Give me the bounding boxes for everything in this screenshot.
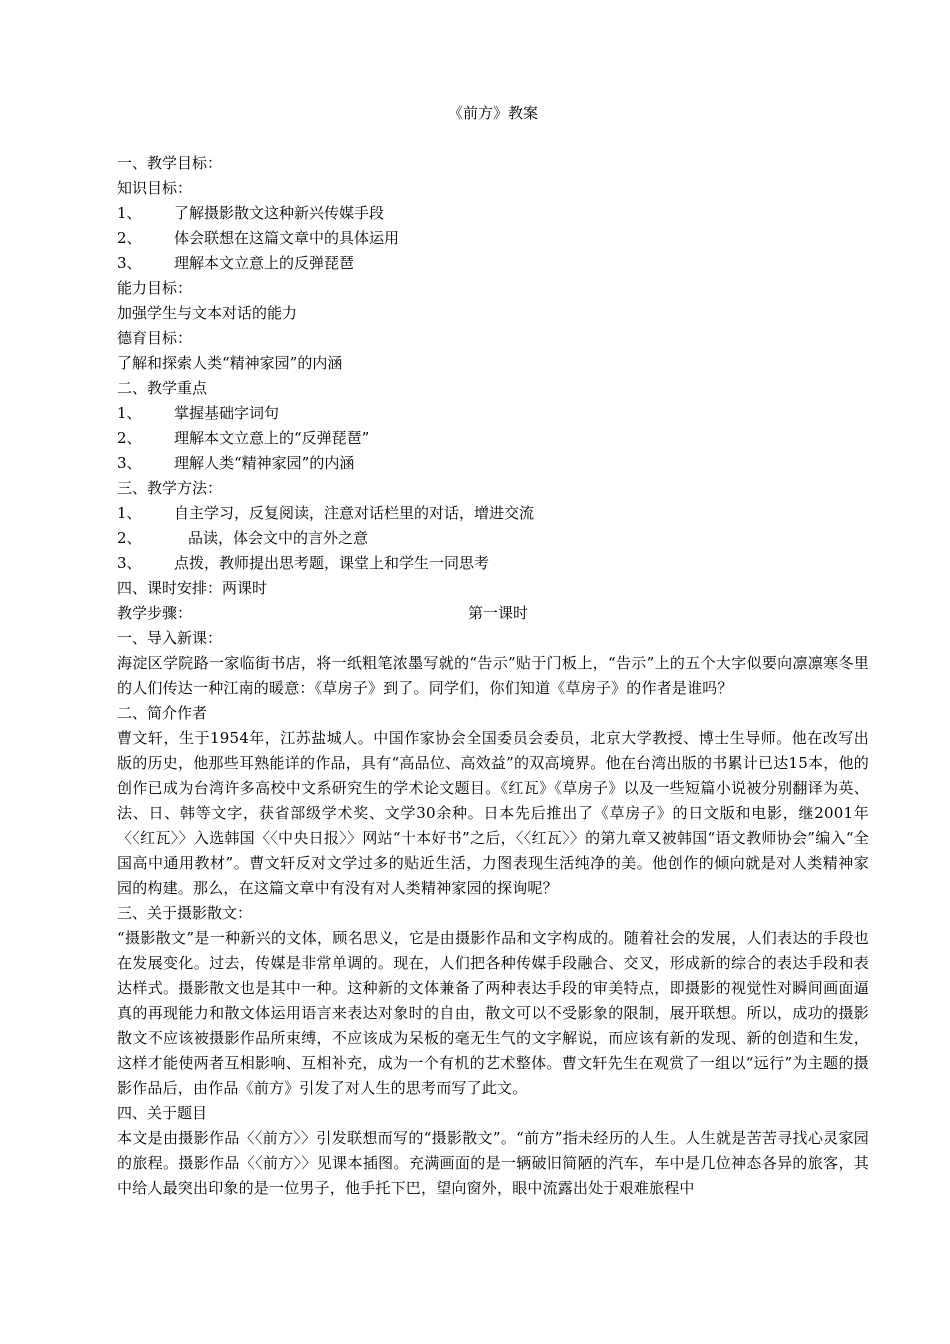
section-heading-methods: 三、教学方法： [117, 479, 223, 497]
list-item: 2、 体会联想在这篇文章中的具体运用 [117, 229, 400, 247]
topic-paragraph: 本文是由摄影作品〈〈前方〉〉引发联想而写的“摄影散文”。“前方”指未经历的人生。人生就是苦苦寻找心灵家园的旅程。摄影作品〈〈前方〉〉见课本插图。充满画面的是一辆破旧简陋的汽车，车中是几位神态各异的旅客，其中给人最突出印象的是一位男子，他手托下巴，望向窗外，眼中流露出处于艰难旅程中 [117, 1129, 869, 1197]
topic-heading: 四、关于题目 [117, 1104, 208, 1122]
knowledge-objectives-heading: 知识目标： [117, 179, 193, 197]
moral-objectives-heading: 德育目标： [117, 329, 193, 347]
teaching-steps-row [117, 601, 869, 626]
document-body [117, 101, 869, 1201]
author-heading: 二、简介作者 [117, 704, 208, 722]
intro-paragraph: 海淀区学院路一家临街书店，将一纸粗笔浓墨写就的“告示”贴于门板上，“告示”上的五个大字似要向凛凛寒冬里的人们传达一种江南的暖意：《草房子》到了。同学们，你们知道《草房子》的作者是谁吗？ [117, 654, 869, 697]
lesson-title: 第一课时 [468, 604, 529, 622]
section-heading-objectives: 一、教学目标： [117, 154, 223, 172]
list-item: 1、 掌握基础字词句 [117, 404, 280, 422]
moral-objectives-text: 了解和探索人类“精神家园”的内涵 [117, 354, 343, 372]
document-title: 《前方》教案 [447, 104, 538, 122]
list-item: 2、 理解本文立意上的“反弹琵琶” [117, 429, 370, 447]
list-item: 3、 理解本文立意上的反弹琵琶 [117, 254, 355, 272]
photo-essay-heading: 三、关于摄影散文： [117, 904, 253, 922]
ability-objectives-heading: 能力目标： [117, 279, 193, 297]
list-item: 1、 自主学习，反复阅读，注意对话栏里的对话，增进交流 [117, 504, 535, 522]
section-heading-schedule: 四、课时安排：两课时 [117, 579, 268, 597]
teaching-steps-label: 教学步骤： [117, 604, 193, 622]
photo-essay-paragraph: “摄影散文”是一种新兴的文体，顾名思义，它是由摄影作品和文字构成的。随着社会的发展，人们表达的手段也在发展变化。过去，传媒是非常单调的。现在，人们把各种传媒手段融合、交叉，形成新的综合的表达手段和表达样式。摄影散文也是其中一种。这种新的文体兼备了两种表达手段的审美特点，即摄影的视觉性对瞬间画面逼真的再现能力和散文体运用语言来表达对象时的自由，散文可以不受影象的限制，展开联想。所以，成功的摄影散文不应该被摄影作品所束缚，不应该成为呆板的毫无生气的文字解说，而应该有新的发现、新的创造和生发，这样才能使两者互相影响、互相补充，成为一个有机的艺术整体。曹文轩先生在观赏了一组以“远行”为主题的摄影作品后，由作品《前方》引发了对人生的思考而写了此文。 [117, 929, 869, 1097]
list-item: 1、 了解摄影散文这种新兴传媒手段 [117, 204, 385, 222]
author-paragraph: 曹文轩，生于1954年，江苏盐城人。中国作家协会全国委员会委员，北京大学教授、博士生导师。他在改写出版的历史，他那些耳熟能详的作品，具有“高品位、高效益”的双高境界。他在台湾出版的书累计已达15本，他的创作已成为台湾许多高校中文系研究生的学术论文题目。《红瓦》《草房子》以及一些短篇小说被分别翻译为英、法、日、韩等文字，获省部级学术奖、文学30余种。日本先后推出了《草房子》的日文版和电影，继2001年〈〈红瓦〉〉入选韩国〈〈中央日报〉〉网站“十本好书”之后，〈〈红瓦〉〉的第九章又被韩国“语文教师协会”编入“全国高中通用教材”。曹文轩反对文学过多的贴近生活，力图表现生活纯净的美。他创作的倾向就是对人类精神家园的构建。那么，在这篇文章中有没有对人类精神家园的探询呢？ [117, 729, 869, 897]
list-item: 3、 点拨，教师提出思考题，课堂上和学生一同思考 [117, 554, 490, 572]
list-item: 2、 品读，体会文中的言外之意 [117, 529, 369, 547]
section-heading-key-points: 二、教学重点 [117, 379, 208, 397]
intro-heading: 一、导入新课： [117, 629, 223, 647]
ability-objectives-text: 加强学生与文本对话的能力 [117, 304, 298, 322]
list-item: 3、 理解人类“精神家园”的内涵 [117, 454, 355, 472]
